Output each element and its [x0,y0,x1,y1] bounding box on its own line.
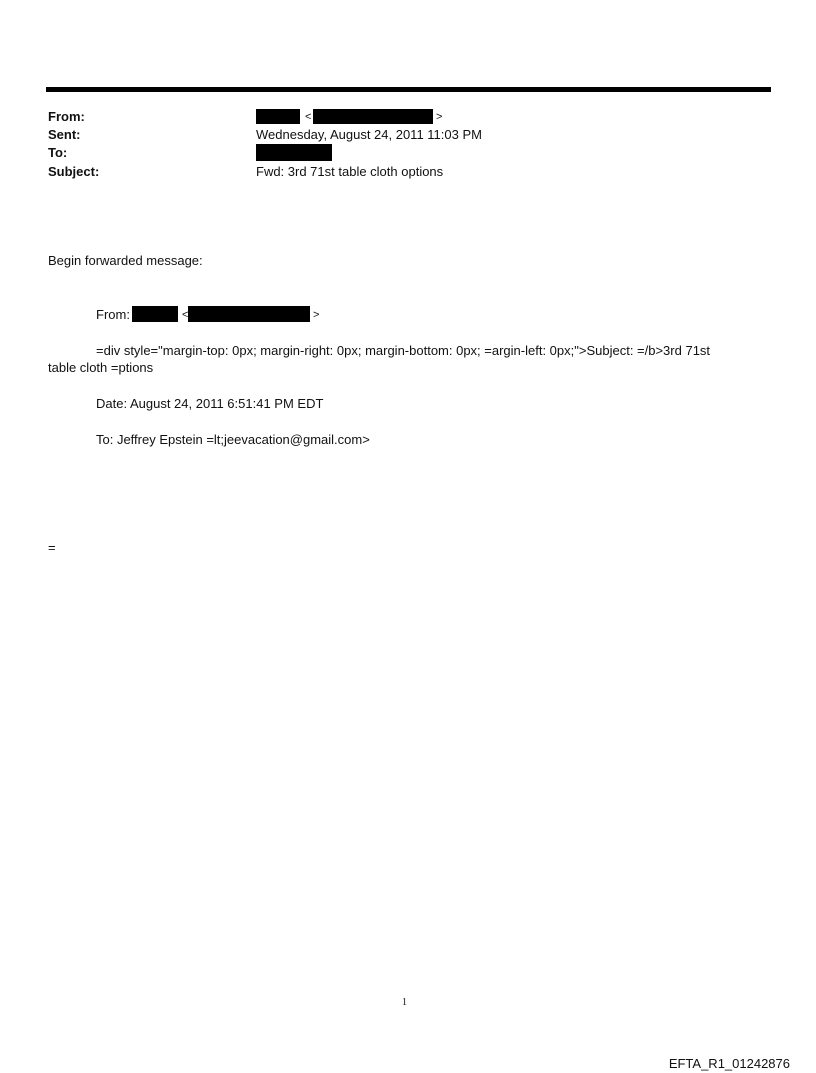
redacted-sender-email [313,109,433,124]
redacted-fwd-sender-name [132,306,178,322]
from-close-bracket: > [436,111,443,123]
fwd-from-label: From: [96,307,130,322]
sent-label: Sent: [48,127,81,142]
header-rule [46,87,771,92]
forward-intro: Begin forwarded message: [48,253,203,268]
div-style-line: =div style="margin-top: 0px; margin-right: 0px; margin-bottom: 0px; =argin-left: 0px;">Subject: =/b>3rd 71st [96,343,711,358]
forward-date: Date: August 24, 2011 6:51:41 PM EDT [96,396,324,411]
redacted-recipient [256,144,332,161]
forward-to: To: Jeffrey Epstein =lt;jeevacation@gmail.com> [96,432,370,447]
fwd-from-open-bracket: < [182,309,189,321]
page-number: 1 [402,997,407,1008]
from-open-bracket: < [305,111,312,123]
fwd-from-close-bracket: > [313,309,320,321]
sent-value: Wednesday, August 24, 2011 11:03 PM [256,127,482,142]
redacted-sender-name [256,109,300,124]
from-label: From: [48,109,85,124]
redacted-fwd-sender-email [188,306,310,322]
to-label: To: [48,145,68,160]
div-style-line-continued: table cloth =ptions [48,360,154,375]
subject-value: Fwd: 3rd 71st table cloth options [256,164,444,179]
trailing-equals: = [48,540,56,555]
subject-label: Subject: [48,164,100,179]
document-id: EFTA_R1_01242876 [668,1056,790,1071]
